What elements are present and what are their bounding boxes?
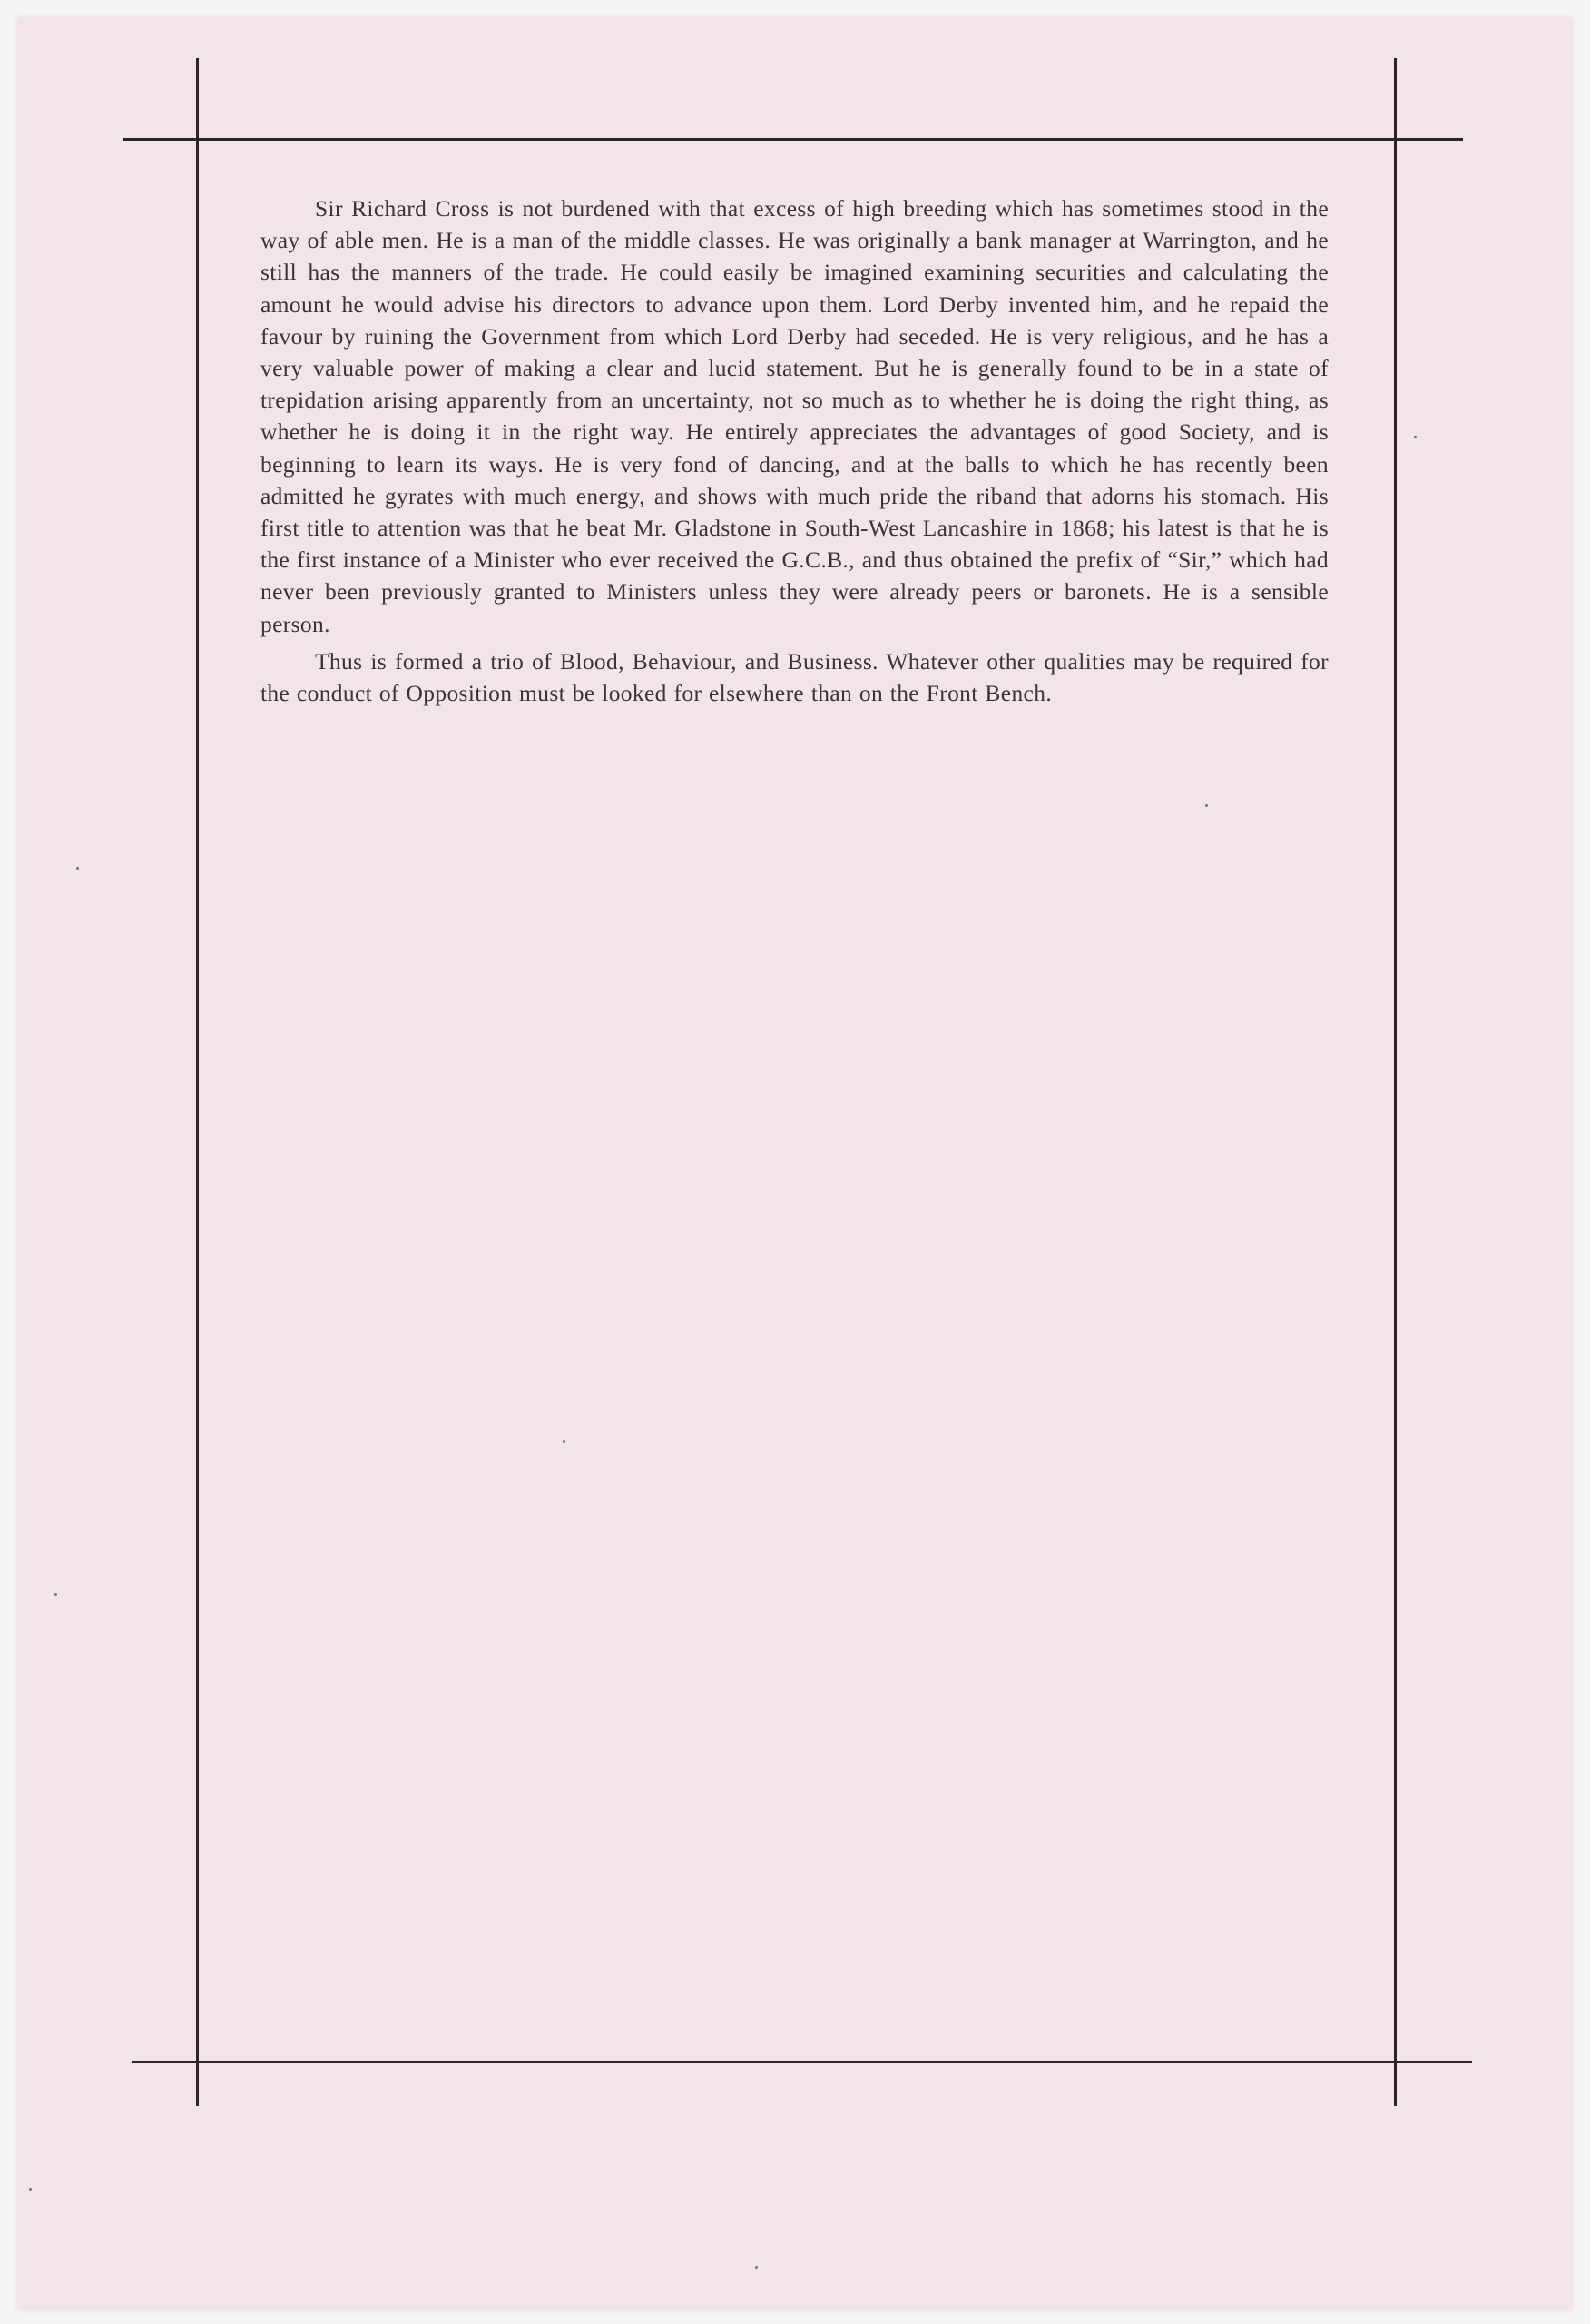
paper-speck [76, 867, 79, 870]
paper-speck [1205, 804, 1208, 807]
paper-speck [54, 1593, 57, 1596]
body-text [260, 192, 1329, 714]
left-rule [196, 58, 199, 2106]
right-rule [1394, 58, 1397, 2106]
paragraph: Sir Richard Cross is not burdened with that excess of high breeding which has sometimes stood in the way of able men. He is a man of the middle classes. He was originally a bank manager at Warrington, and he still has the manners of the trade. He could easily be imagined examining securities and calculating the amount he would advise his directors to advance upon them. Lord Derby invented him, and he repaid the favour by ruining the Government from which Lord Derby had seceded. He is very religious, and he has a very valuable power of making a clear and lucid statement. But he is generally found to be in a state of trepidation arising apparently from an uncertainty, not so much as to whether he is doing the right thing, as whether he is doing it in the right way. He entirely appreciates the advantages of good Society, and is beginning to learn its ways. He is very fond of dancing, and at the balls to which he has recently been admitted he gyrates with much energy, and shows with much pride the riband that adorns his stomach. His first title to attention was that he beat Mr. Gladstone in South-West Lancashire in 1868; his latest is that he is the first instance of a Minister who ever received the G.C.B., and thus obtained the prefix of “Sir,” which had never been previously granted to Ministers unless they were already peers or baronets. He is a sensible person. [260, 195, 1329, 637]
top-rule [123, 138, 1463, 141]
paper-speck [563, 1440, 565, 1443]
paper-speck [1414, 436, 1417, 438]
paragraph: Thus is formed a trio of Blood, Behaviour, and Business. Whatever other qualities may be required for the conduct of Opposition must be looked for elsewhere than on the Front Bench. [260, 647, 1329, 707]
paper-speck [29, 2188, 32, 2191]
bottom-rule [132, 2061, 1472, 2063]
paper-speck [755, 2266, 758, 2269]
